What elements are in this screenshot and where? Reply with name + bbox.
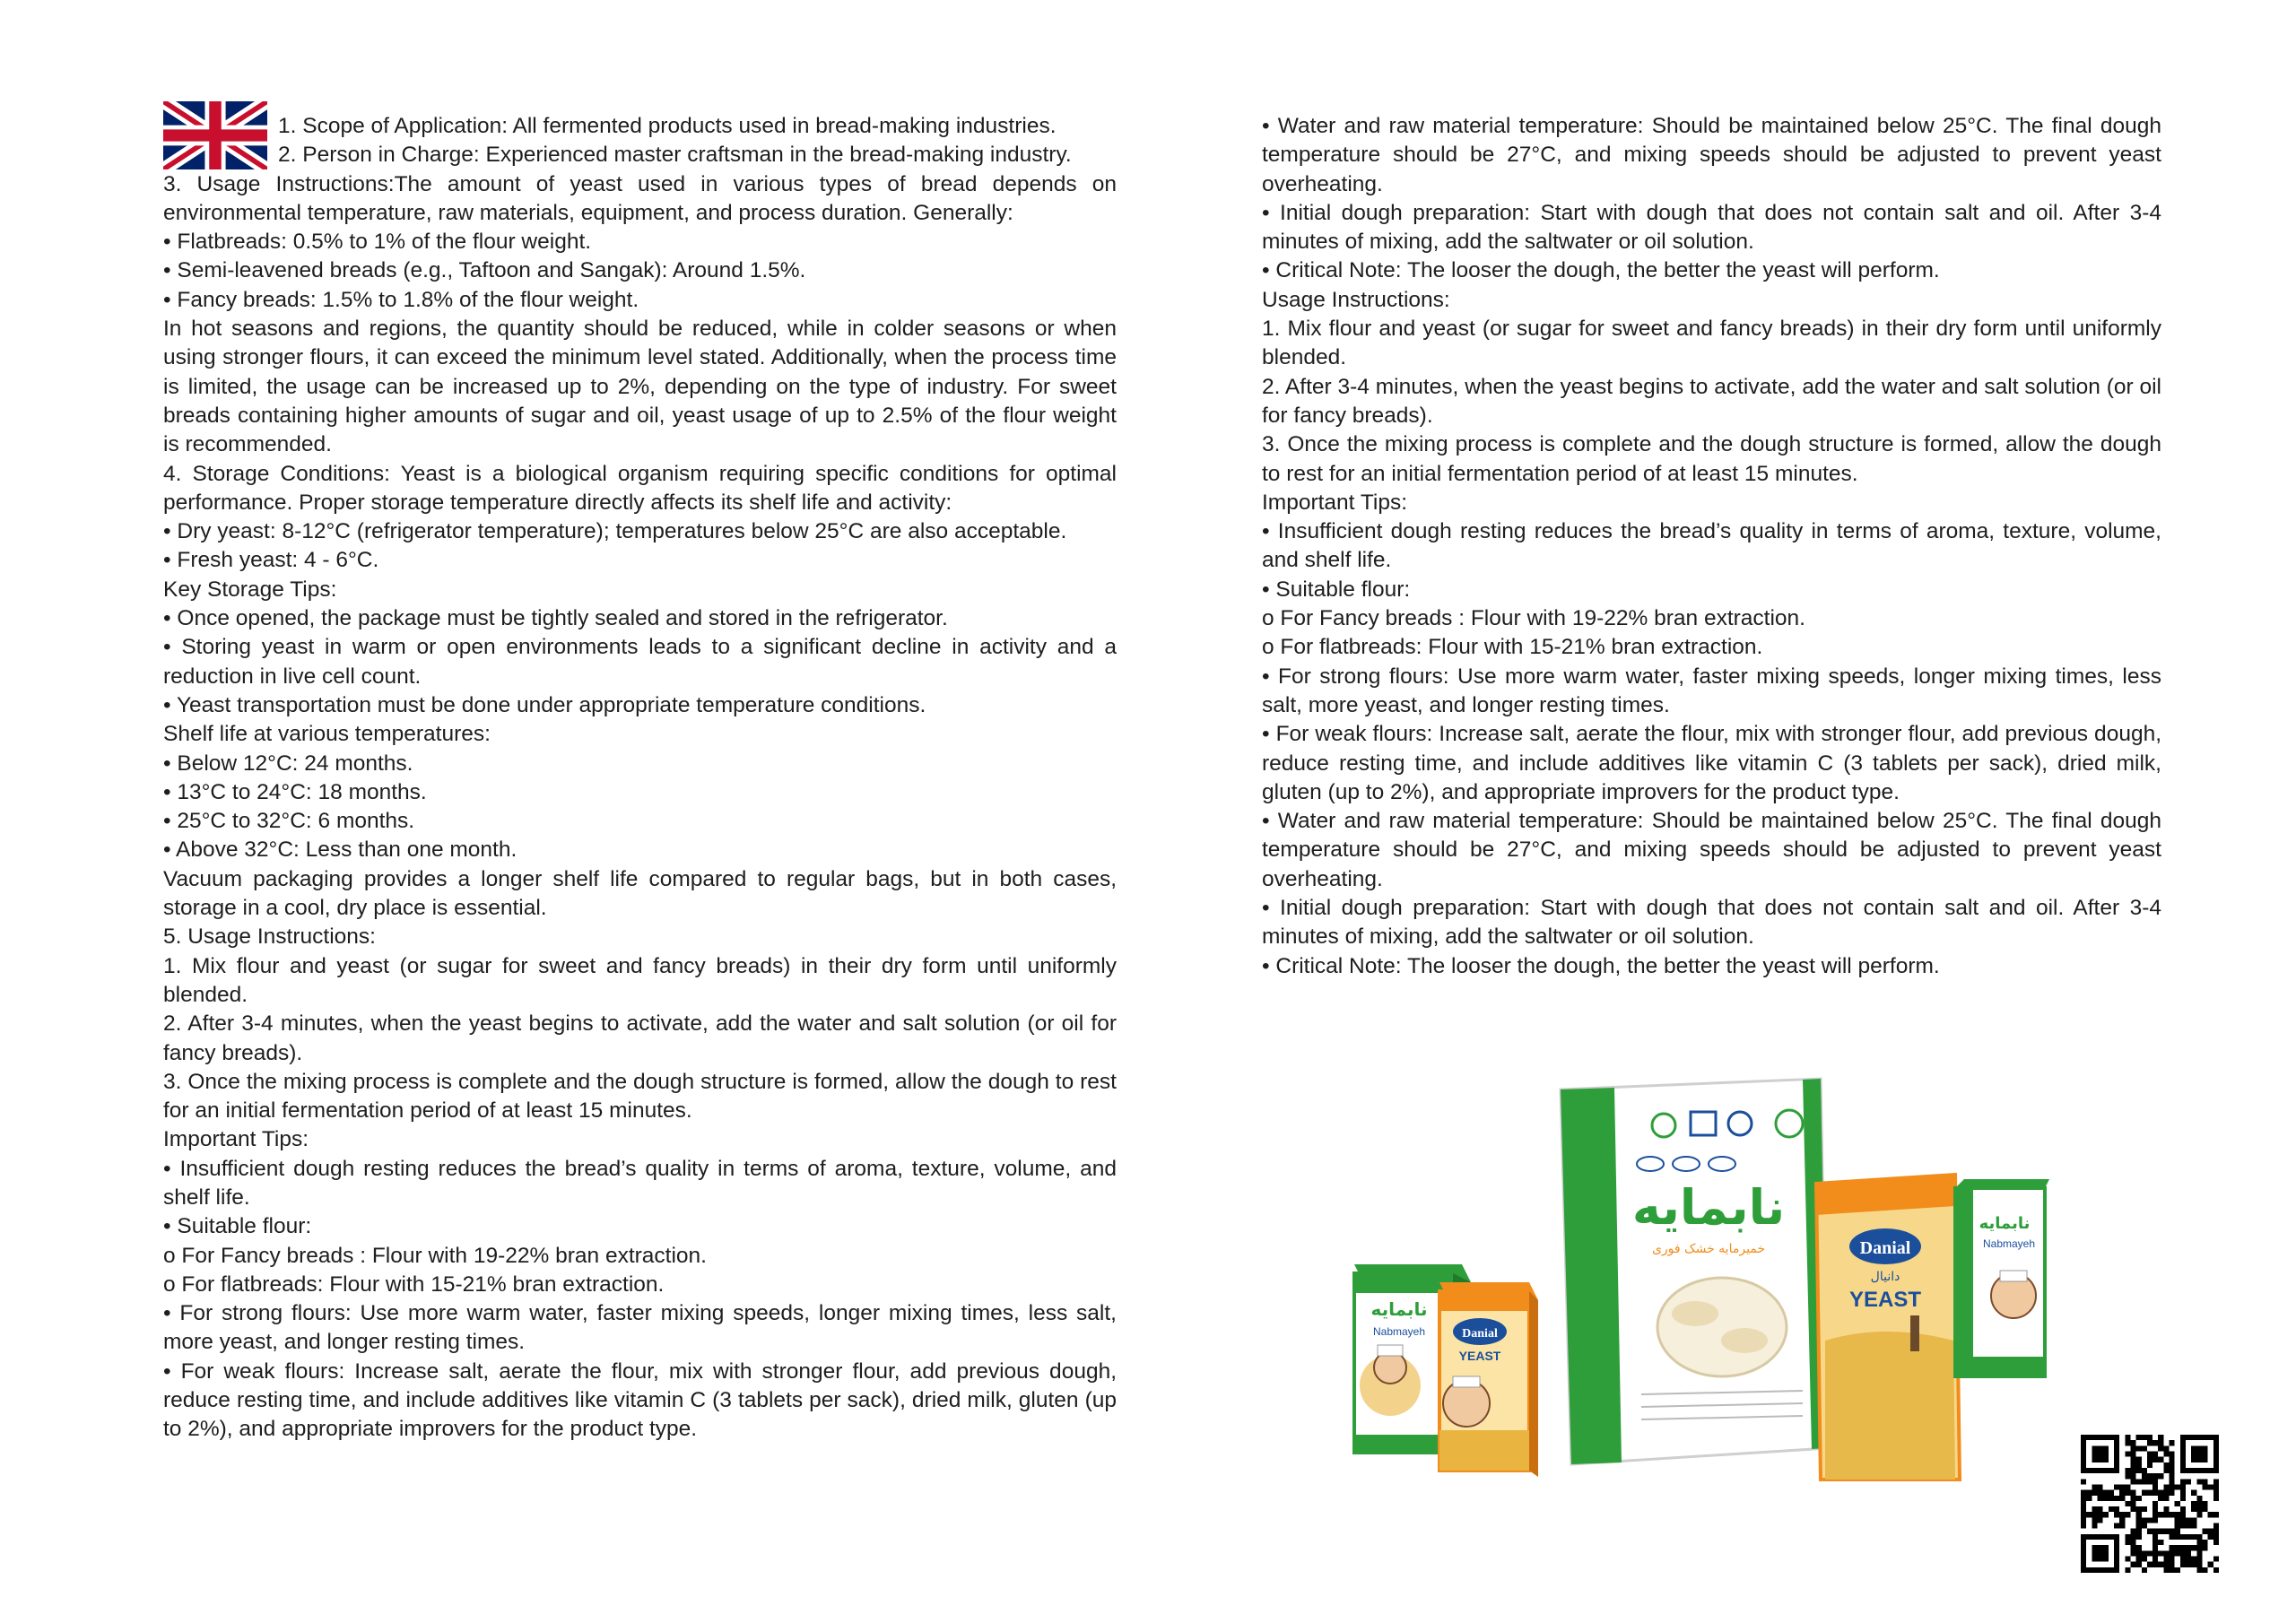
bullet-below-12: • Below 12°C: 24 months. [163,751,413,776]
bullet-water-temperature: • Water and raw material temperature: Should be maintained below 25°C. The final dough temperature should be 27°C, and mixing speeds should be adjusted to prevent yeast overheating. [1262,114,2161,196]
bullet-critical-note: • Critical Note: The looser the dough, the better the yeast will perform. [1262,258,1940,283]
usage-instructions-heading: 5. Usage Instructions: [163,924,376,950]
nabmayeh-small-box-right [1955,1179,2049,1376]
svg-text:دانیال: دانیال [1870,1270,1900,1284]
svg-text:Nabmayeh: Nabmayeh [1982,1237,2036,1250]
bullet-fresh-yeast: • Fresh yeast: 4 - 6°C. [163,548,379,573]
bullet-weak-flours: • For weak flours: Increase salt, aerate the flour, mix with stronger flour, add previous dough, reduce resting time, and include additives like vitamin C (3 tablets per sack), dried milk, gluten (up to 2%), and appropriate improvers for the product type. [1262,722,2161,804]
bullet-flatbreads: • Flatbreads: 0.5% to 1% of the flour weight. [163,230,592,255]
bullet-suitable-flour: • Suitable flour: [1262,577,1411,602]
left-column [163,112,1117,1445]
bullet-weak-flours: • For weak flours: Increase salt, aerate the flour, mix with stronger flour, add previous dough, reduce resting time, and include additives like vitamin C (3 tablets per sack), dried milk, gluten (up to 2%), and appropriate improvers for the product type. [163,1358,1117,1442]
bullet-initial-dough: • Initial dough preparation: Start with dough that does not contain salt and oil. After 3-4 minutes of mixing, add the saltwater or oil solution. [1262,200,2161,255]
bullet-water-temperature-repeat: • Water and raw material temperature: Should be maintained below 25°C. The final dough temperature should be 27°C, and mixing speeds should be adjusted to prevent yeast overheating. [1262,809,2161,891]
sub-flatbreads-flour: o For flatbreads: Flour with 15-21% bran extraction. [1262,635,1763,660]
important-tips-heading: Important Tips: [163,1127,309,1152]
bullet-insufficient-resting: • Insufficient dough resting reduces the bread’s quality in terms of aroma, texture, volume, and shelf life. [1262,519,2161,573]
shelf-life-heading: Shelf life at various temperatures: [163,722,491,747]
sub-fancy-breads-flour: o For Fancy breads : Flour with 19-22% bran extraction. [1262,606,1805,631]
step-3: 3. Once the mixing process is complete and the dough structure is formed, allow the dough to rest for an initial fermentation period of at least 15 minutes. [163,1069,1117,1124]
bullet-storing-warm: • Storing yeast in warm or open environments leads to a significant decline in activity and a reduction in live cell count. [163,635,1117,689]
bullet-strong-flours: • For strong flours: Use more warm water, faster mixing speeds, longer mixing times, less salt, more yeast, and longer resting times. [1262,664,2161,717]
svg-text:نابمایه: نابمایه [1370,1298,1428,1320]
product-packaging-image [1336,1072,2054,1484]
svg-text:Danial: Danial [1462,1327,1498,1341]
bullet-semi-leavened: • Semi-leavened breads (e.g., Taftoon and Sangak): Around 1.5%. [163,258,806,283]
svg-text:نابمایه: نابمایه [1979,1214,2031,1233]
sub-fancy-breads-flour: o For Fancy breads : Flour with 19-22% bran extraction. [163,1243,707,1268]
qr-code [2081,1435,2219,1573]
step-2: 2. After 3-4 minutes, when the yeast begins to activate, add the water and salt solution (or oil for fancy breads). [163,1011,1117,1065]
danial-bag [1816,1175,1960,1480]
svg-text:Danial: Danial [1859,1238,1911,1258]
step-1: 1. Mix flour and yeast (or sugar for sweet and fancy breads) in their dry form until uniformly blended. [1262,317,2161,370]
nabmayeh-bag [1561,1079,1828,1464]
important-tips-heading: Important Tips: [1262,490,1408,515]
key-storage-tips-heading: Key Storage Tips: [163,577,337,602]
svg-text:Nabmayeh: Nabmayeh [1372,1325,1426,1338]
bullet-suitable-flour: • Suitable flour: [163,1214,312,1239]
bullet-13-24: • 13°C to 24°C: 18 months. [163,779,427,804]
person-in-charge-line: 2. Person in Charge: Experienced master craftsman in the bread-making industry. [278,143,1072,168]
danial-small-box [1439,1282,1538,1477]
bullet-above-32: • Above 32°C: Less than one month. [163,838,517,863]
bullet-25-32: • 25°C to 32°C: 6 months. [163,809,415,834]
svg-text:YEAST: YEAST [1458,1349,1501,1363]
bullet-initial-dough-repeat: • Initial dough preparation: Start with dough that does not contain salt and oil. After 3-4 minutes of mixing, add the saltwater or oil solution. [1262,896,2161,950]
bullet-once-opened: • Once opened, the package must be tightly sealed and stored in the refrigerator. [163,606,948,631]
svg-text:خمیرمایه خشک فوری: خمیرمایه خشک فوری [1651,1242,1766,1256]
step-3: 3. Once the mixing process is complete and the dough structure is formed, allow the dough to rest for an initial fermentation period of at least 15 minutes. [1262,432,2161,486]
seasons-paragraph: In hot seasons and regions, the quantity should be reduced, while in colder seasons or when using stronger flours, it can exceed the minimum level stated. Additionally, when the process time is limited, the usage can be increased up to 2%, depending on the type of industry. For sweet breads containing higher amounts of sugar and oil, yeast usage of up to 2.5% of the flour weight is recommended. [163,317,1117,457]
bullet-dry-yeast: • Dry yeast: 8-12°C (refrigerator temperature); temperatures below 25°C are also acceptable. [163,519,1067,544]
step-1: 1. Mix flour and yeast (or sugar for sweet and fancy breads) in their dry form until uniformly blended. [163,953,1117,1007]
sub-flatbreads-flour: o For flatbreads: Flour with 15-21% bran extraction. [163,1271,665,1297]
bullet-strong-flours: • For strong flours: Use more warm water, faster mixing speeds, longer mixing times, less salt, more yeast, and longer resting times. [163,1301,1117,1355]
bullet-critical-note-repeat: • Critical Note: The looser the dough, the better the yeast will perform. [1262,953,1940,978]
scope-line: 1. Scope of Application: All fermented products used in bread-making industries. [278,114,1057,138]
vacuum-packaging-paragraph: Vacuum packaging provides a longer shelf life compared to regular bags, but in both cases, storage in a cool, dry place is essential. [163,866,1117,921]
bullet-transportation: • Yeast transportation must be done under appropriate temperature conditions. [163,692,926,717]
usage-instructions-heading: Usage Instructions: [1262,287,1450,312]
right-column [1262,112,2161,981]
svg-text:نابمایه: نابمایه [1631,1179,1786,1236]
bullet-fancy-breads: • Fancy breads: 1.5% to 1.8% of the flour weight. [163,287,639,312]
usage-instructions-intro: 3. Usage Instructions:The amount of yeast used in various types of bread depends on environmental temperature, raw materials, equipment, and process duration. Generally: [163,171,1117,225]
step-2: 2. After 3-4 minutes, when the yeast begins to activate, add the water and salt solution (or oil for fancy breads). [1262,374,2161,428]
svg-text:YEAST: YEAST [1848,1288,1922,1312]
storage-conditions: 4. Storage Conditions: Yeast is a biological organism requiring specific conditions for optimal performance. Proper storage temperature directly affects its shelf life and activity: [163,461,1117,515]
bullet-insufficient-resting: • Insufficient dough resting reduces the bread’s quality in terms of aroma, texture, volume, and shelf life. [163,1156,1117,1210]
